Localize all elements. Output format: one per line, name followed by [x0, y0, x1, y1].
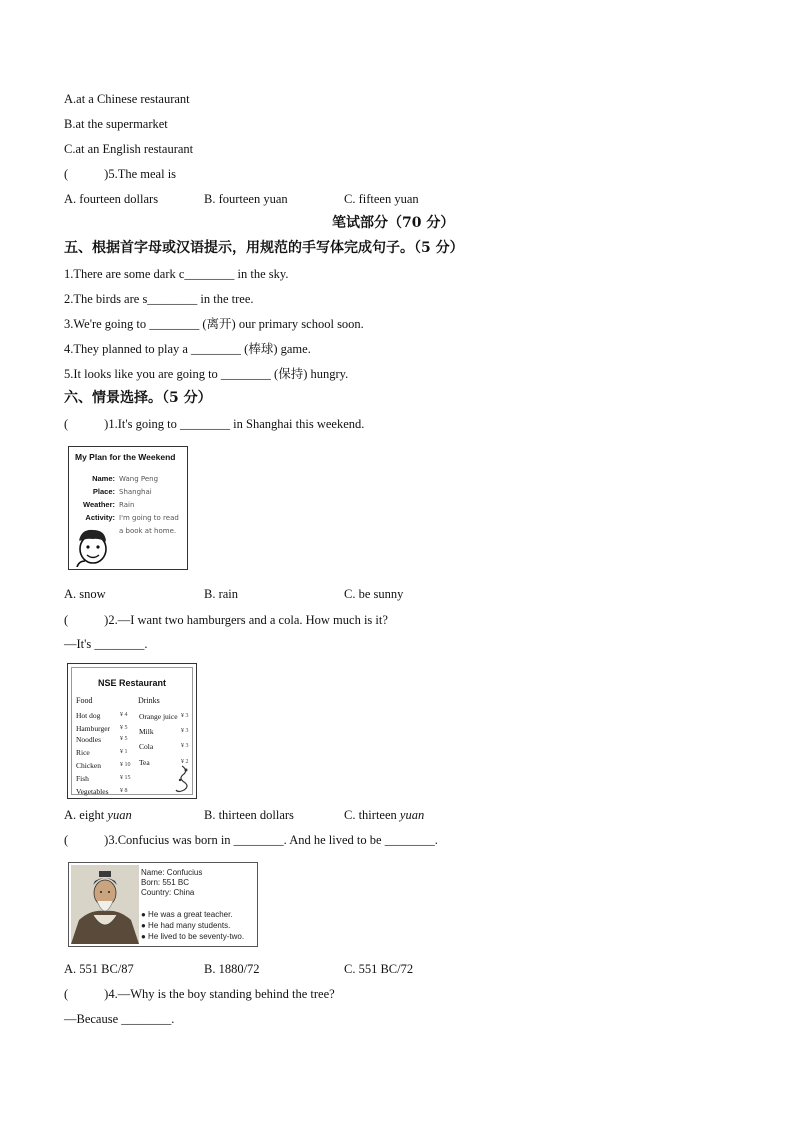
menu-drink-item: Tea	[139, 758, 150, 767]
q5-option-a: A. fourteen dollars	[64, 192, 159, 206]
q2-option-b: B. thirteen dollars	[204, 808, 294, 822]
q3-option-a: A. 551 BC/87	[64, 962, 134, 976]
menu-food-price: ¥ 5	[120, 736, 128, 742]
q1-option-b: B. rain	[204, 587, 239, 601]
menu-food-price: ¥ 10	[120, 762, 131, 768]
confucius-name: Name: Confucius	[141, 868, 203, 877]
menu-food-item: Vegetables	[76, 787, 109, 796]
menu-food-price: ¥ 8	[120, 788, 128, 794]
s6-question-3-text: )3.Confucius was born in ________. And he lived to be ________.	[104, 833, 438, 847]
question-5	[64, 166, 176, 182]
q1-option-a: A. snow	[64, 587, 106, 601]
menu-food-item: Fish	[76, 774, 89, 783]
s5-item-4: 4.They planned to play a ________ (棒球) game.	[64, 342, 311, 356]
menu-drink-item: Orange juice	[139, 712, 178, 721]
answer-paren-open: (	[64, 167, 69, 181]
menu-food-price: ¥ 5	[120, 725, 128, 731]
q5-option-c: C. fifteen yuan	[344, 192, 419, 206]
menu-food-item: Rice	[76, 748, 90, 757]
menu-drink-price: ¥ 3	[181, 743, 189, 749]
confucius-bullet-3: ● He lived to be seventy-two.	[141, 932, 245, 941]
s6-question-1	[64, 416, 364, 432]
s5-item-5: 5.It looks like you are going to ________ (保持) hungry.	[64, 367, 349, 381]
menu-food-price: ¥ 1	[120, 749, 128, 755]
question-5-text: 5.The meal is	[108, 167, 177, 181]
q1-option-c: C. be sunny	[344, 587, 404, 601]
s6-question-1-text: )1.It's going to ________ in Shanghai this weekend.	[104, 417, 365, 431]
boy-face-icon	[71, 527, 115, 567]
confucius-country: Country: China	[141, 888, 195, 897]
answer-paren-close: )	[104, 167, 109, 181]
decorative-flourish-icon	[172, 764, 192, 794]
menu-food-item: Noodles	[76, 735, 101, 744]
answer-paren-open: (	[64, 833, 69, 847]
answer-paren-open: (	[64, 417, 69, 431]
confucius-bullet-1: ● He was a great teacher.	[141, 910, 233, 919]
confucius-bullet-2: ● He had many students.	[141, 921, 231, 930]
menu-food-item: Hamburger	[76, 724, 111, 733]
confucius-portrait-icon	[71, 865, 139, 944]
answer-paren-open: (	[64, 613, 69, 627]
weekend-plan-card: My Plan for the Weekend Name: Wang Peng Place: Shanghai Weather: Rain Activity: I'm going to read a book at home.	[68, 446, 188, 570]
menu-drink-item: Milk	[139, 727, 154, 736]
menu-drink-item: Cola	[139, 742, 154, 751]
restaurant-menu	[67, 663, 197, 799]
menu-food-item: Chicken	[76, 761, 101, 770]
s6-question-3	[64, 832, 438, 848]
q3-option-c: C. 551 BC/72	[344, 962, 414, 976]
s6-question-2-text: )2.—I want two hamburgers and a cola. How much is it?	[104, 613, 388, 627]
option-a-restaurant: A.at a Chinese restaurant	[64, 92, 190, 106]
s6-question-4-answer: —Because ________.	[64, 1012, 175, 1026]
s5-item-3: 3.We're going to ________ (离开) our primary school soon.	[64, 317, 364, 331]
q2-option-c: C. thirteen yuan	[344, 808, 425, 822]
weekend-plan-title: My Plan for the Weekend	[75, 452, 176, 462]
confucius-card	[68, 862, 258, 947]
s5-item-1: 1.There are some dark c________ in the sky.	[64, 267, 289, 281]
drinks-header: Drinks	[138, 696, 160, 705]
written-part-heading: 笔试部分（70 分）	[332, 215, 455, 231]
s6-question-2-answer: —It's ________.	[64, 637, 148, 651]
section-5-title: 五、根据首字母或汉语提示，用规范的手写体完成句子。（5 分）	[64, 240, 464, 256]
yuan-italic: yuan	[399, 808, 425, 822]
menu-drink-price: ¥ 3	[181, 728, 189, 734]
confucius-born: Born: 551 BC	[141, 878, 190, 887]
q2-option-a: A. eight yuan	[64, 808, 132, 822]
s6-question-4-text: )4.—Why is the boy standing behind the tree?	[104, 987, 335, 1001]
menu-food-price: ¥ 15	[120, 775, 131, 781]
section-6-title: 六、情景选择。（5 分）	[64, 390, 212, 406]
menu-food-price: ¥ 4	[120, 712, 128, 718]
option-c-english-restaurant: C.at an English restaurant	[64, 142, 194, 156]
yuan-italic: yuan	[107, 808, 132, 822]
s6-question-2	[64, 612, 388, 628]
menu-title: NSE Restaurant	[97, 678, 167, 688]
food-header: Food	[76, 696, 93, 705]
menu-drink-price: ¥ 3	[181, 713, 189, 719]
answer-paren-open: (	[64, 987, 69, 1001]
s6-question-4	[64, 986, 335, 1002]
q3-option-b: B. 1880/72	[204, 962, 260, 976]
q5-option-b: B. fourteen yuan	[204, 192, 288, 206]
menu-drink-price: ¥ 2	[181, 759, 189, 765]
menu-food-item: Hot dog	[76, 711, 101, 720]
option-b-supermarket: B.at the supermarket	[64, 117, 168, 131]
s5-item-2: 2.The birds are s________ in the tree.	[64, 292, 254, 306]
